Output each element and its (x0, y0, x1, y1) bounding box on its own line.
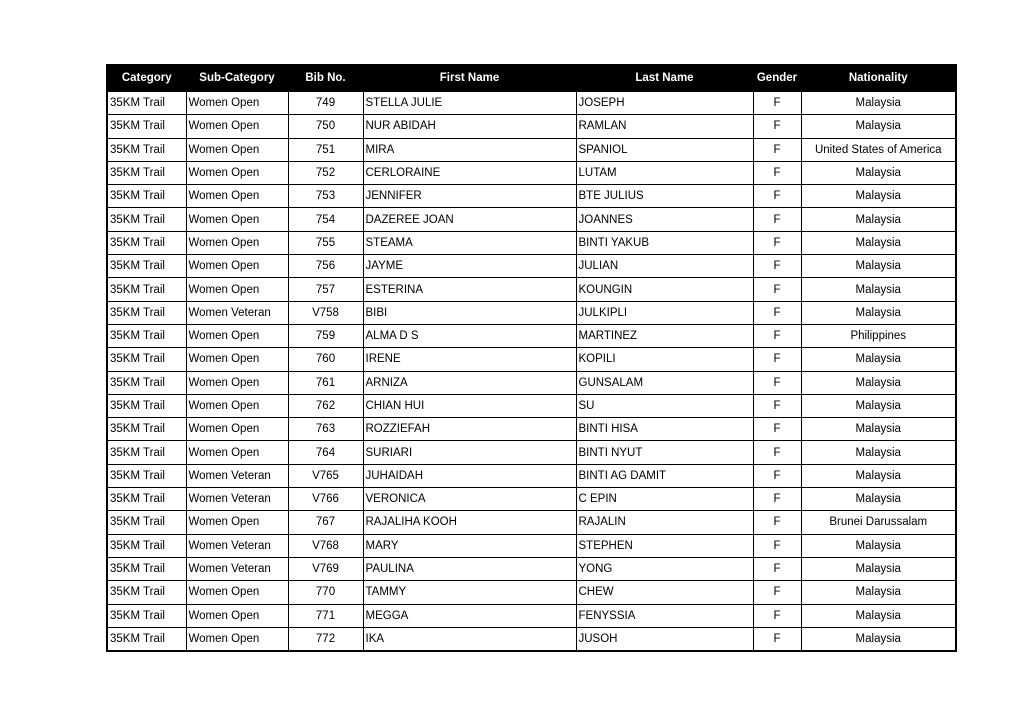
cell-nationality: United States of America (801, 138, 956, 161)
cell-category: 35KM Trail (107, 534, 186, 557)
header-first-name: First Name (363, 65, 576, 91)
cell-last-name: BTE JULIUS (576, 185, 753, 208)
cell-category: 35KM Trail (107, 115, 186, 138)
cell-sub-category: Women Open (186, 441, 288, 464)
cell-gender: F (753, 91, 801, 115)
cell-last-name: RAJALIN (576, 511, 753, 534)
cell-last-name: JUSOH (576, 627, 753, 651)
cell-bib-no: 771 (288, 604, 363, 627)
cell-nationality: Malaysia (801, 394, 956, 417)
table-row (107, 185, 956, 208)
table-row (107, 324, 956, 347)
cell-nationality: Malaysia (801, 255, 956, 278)
cell-nationality: Malaysia (801, 627, 956, 651)
cell-sub-category: Women Veteran (186, 488, 288, 511)
cell-first-name: BIBI (363, 301, 576, 324)
cell-last-name: SU (576, 394, 753, 417)
cell-category: 35KM Trail (107, 581, 186, 604)
cell-first-name: JENNIFER (363, 185, 576, 208)
cell-last-name: SPANIOL (576, 138, 753, 161)
cell-bib-no: 762 (288, 394, 363, 417)
cell-bib-no: 755 (288, 231, 363, 254)
cell-first-name: SURIARI (363, 441, 576, 464)
cell-last-name: BINTI NYUT (576, 441, 753, 464)
cell-category: 35KM Trail (107, 418, 186, 441)
cell-nationality: Malaysia (801, 185, 956, 208)
table-row (107, 138, 956, 161)
cell-last-name: LUTAM (576, 161, 753, 184)
cell-last-name: JOANNES (576, 208, 753, 231)
cell-bib-no: 767 (288, 511, 363, 534)
cell-first-name: MIRA (363, 138, 576, 161)
cell-category: 35KM Trail (107, 231, 186, 254)
cell-nationality: Brunei Darussalam (801, 511, 956, 534)
cell-category: 35KM Trail (107, 394, 186, 417)
cell-bib-no: 756 (288, 255, 363, 278)
cell-nationality: Philippines (801, 324, 956, 347)
cell-gender: F (753, 115, 801, 138)
cell-category: 35KM Trail (107, 348, 186, 371)
cell-first-name: IRENE (363, 348, 576, 371)
cell-sub-category: Women Open (186, 371, 288, 394)
cell-nationality: Malaysia (801, 231, 956, 254)
cell-first-name: NUR ABIDAH (363, 115, 576, 138)
cell-category: 35KM Trail (107, 324, 186, 347)
cell-sub-category: Women Veteran (186, 534, 288, 557)
cell-bib-no: 772 (288, 627, 363, 651)
cell-category: 35KM Trail (107, 604, 186, 627)
cell-last-name: STEPHEN (576, 534, 753, 557)
cell-gender: F (753, 348, 801, 371)
cell-category: 35KM Trail (107, 488, 186, 511)
cell-bib-no: 752 (288, 161, 363, 184)
cell-nationality: Malaysia (801, 208, 956, 231)
cell-first-name: PAULINA (363, 557, 576, 580)
cell-first-name: JUHAIDAH (363, 464, 576, 487)
cell-sub-category: Women Open (186, 91, 288, 115)
table-row (107, 557, 956, 580)
cell-first-name: STELLA JULIE (363, 91, 576, 115)
table-header-row (107, 65, 956, 91)
table-row (107, 604, 956, 627)
cell-nationality: Malaysia (801, 161, 956, 184)
cell-last-name: YONG (576, 557, 753, 580)
cell-last-name: CHEW (576, 581, 753, 604)
cell-gender: F (753, 581, 801, 604)
cell-gender: F (753, 604, 801, 627)
header-gender: Gender (753, 65, 801, 91)
cell-last-name: JULKIPLI (576, 301, 753, 324)
table-row (107, 231, 956, 254)
header-sub-category: Sub-Category (186, 65, 288, 91)
cell-gender: F (753, 278, 801, 301)
cell-first-name: STEAMA (363, 231, 576, 254)
cell-category: 35KM Trail (107, 627, 186, 651)
cell-gender: F (753, 138, 801, 161)
cell-sub-category: Women Open (186, 278, 288, 301)
cell-bib-no: V766 (288, 488, 363, 511)
table-row (107, 91, 956, 115)
cell-bib-no: V769 (288, 557, 363, 580)
cell-category: 35KM Trail (107, 138, 186, 161)
cell-gender: F (753, 301, 801, 324)
table-row (107, 394, 956, 417)
cell-nationality: Malaysia (801, 534, 956, 557)
cell-bib-no: V765 (288, 464, 363, 487)
cell-category: 35KM Trail (107, 278, 186, 301)
cell-sub-category: Women Veteran (186, 557, 288, 580)
table-row (107, 301, 956, 324)
cell-category: 35KM Trail (107, 464, 186, 487)
cell-first-name: MEGGA (363, 604, 576, 627)
cell-category: 35KM Trail (107, 371, 186, 394)
cell-nationality: Malaysia (801, 115, 956, 138)
cell-sub-category: Women Open (186, 255, 288, 278)
cell-bib-no: 753 (288, 185, 363, 208)
cell-gender: F (753, 161, 801, 184)
cell-nationality: Malaysia (801, 604, 956, 627)
table-row (107, 581, 956, 604)
cell-first-name: RAJALIHA KOOH (363, 511, 576, 534)
cell-bib-no: V758 (288, 301, 363, 324)
cell-last-name: C EPIN (576, 488, 753, 511)
cell-category: 35KM Trail (107, 91, 186, 115)
cell-sub-category: Women Open (186, 231, 288, 254)
table-row (107, 278, 956, 301)
cell-first-name: CHIAN HUI (363, 394, 576, 417)
cell-sub-category: Women Open (186, 394, 288, 417)
cell-bib-no: 764 (288, 441, 363, 464)
cell-sub-category: Women Open (186, 161, 288, 184)
cell-last-name: KOUNGIN (576, 278, 753, 301)
cell-first-name: DAZEREE JOAN (363, 208, 576, 231)
cell-first-name: IKA (363, 627, 576, 651)
cell-bib-no: 754 (288, 208, 363, 231)
cell-nationality: Malaysia (801, 441, 956, 464)
cell-gender: F (753, 441, 801, 464)
cell-nationality: Malaysia (801, 278, 956, 301)
cell-sub-category: Women Open (186, 511, 288, 534)
cell-category: 35KM Trail (107, 208, 186, 231)
cell-sub-category: Women Open (186, 604, 288, 627)
cell-category: 35KM Trail (107, 557, 186, 580)
cell-gender: F (753, 394, 801, 417)
table-row (107, 464, 956, 487)
cell-gender: F (753, 185, 801, 208)
cell-nationality: Malaysia (801, 488, 956, 511)
cell-first-name: ESTERINA (363, 278, 576, 301)
cell-nationality: Malaysia (801, 371, 956, 394)
cell-sub-category: Women Open (186, 208, 288, 231)
cell-nationality: Malaysia (801, 581, 956, 604)
cell-last-name: JULIAN (576, 255, 753, 278)
cell-first-name: MARY (363, 534, 576, 557)
cell-category: 35KM Trail (107, 161, 186, 184)
cell-gender: F (753, 534, 801, 557)
cell-bib-no: 757 (288, 278, 363, 301)
header-nationality: Nationality (801, 65, 956, 91)
cell-category: 35KM Trail (107, 301, 186, 324)
cell-sub-category: Women Open (186, 115, 288, 138)
cell-gender: F (753, 488, 801, 511)
cell-bib-no: V768 (288, 534, 363, 557)
cell-first-name: JAYME (363, 255, 576, 278)
table-row (107, 348, 956, 371)
cell-last-name: MARTINEZ (576, 324, 753, 347)
cell-last-name: BINTI AG DAMIT (576, 464, 753, 487)
cell-gender: F (753, 208, 801, 231)
table-row (107, 161, 956, 184)
cell-last-name: BINTI HISA (576, 418, 753, 441)
cell-nationality: Malaysia (801, 464, 956, 487)
cell-sub-category: Women Veteran (186, 301, 288, 324)
cell-last-name: FENYSSIA (576, 604, 753, 627)
cell-bib-no: 760 (288, 348, 363, 371)
table-row (107, 371, 956, 394)
cell-last-name: RAMLAN (576, 115, 753, 138)
cell-gender: F (753, 371, 801, 394)
cell-first-name: CERLORAINE (363, 161, 576, 184)
table-row (107, 627, 956, 651)
cell-gender: F (753, 627, 801, 651)
table-row (107, 488, 956, 511)
cell-category: 35KM Trail (107, 441, 186, 464)
cell-category: 35KM Trail (107, 255, 186, 278)
cell-sub-category: Women Open (186, 627, 288, 651)
cell-gender: F (753, 255, 801, 278)
cell-last-name: GUNSALAM (576, 371, 753, 394)
cell-sub-category: Women Open (186, 581, 288, 604)
table-row (107, 255, 956, 278)
cell-last-name: JOSEPH (576, 91, 753, 115)
cell-last-name: KOPILI (576, 348, 753, 371)
cell-bib-no: 770 (288, 581, 363, 604)
cell-first-name: TAMMY (363, 581, 576, 604)
cell-nationality: Malaysia (801, 348, 956, 371)
header-bib-no: Bib No. (288, 65, 363, 91)
cell-bib-no: 759 (288, 324, 363, 347)
table-row (107, 511, 956, 534)
cell-first-name: ROZZIEFAH (363, 418, 576, 441)
cell-last-name: BINTI YAKUB (576, 231, 753, 254)
header-last-name: Last Name (576, 65, 753, 91)
participant-list-sheet (106, 64, 955, 652)
cell-bib-no: 750 (288, 115, 363, 138)
cell-first-name: VERONICA (363, 488, 576, 511)
participant-table (106, 64, 957, 652)
cell-gender: F (753, 231, 801, 254)
cell-nationality: Malaysia (801, 557, 956, 580)
cell-gender: F (753, 557, 801, 580)
cell-first-name: ALMA D S (363, 324, 576, 347)
table-row (107, 441, 956, 464)
cell-first-name: ARNIZA (363, 371, 576, 394)
cell-bib-no: 751 (288, 138, 363, 161)
cell-gender: F (753, 418, 801, 441)
cell-gender: F (753, 464, 801, 487)
header-category: Category (107, 65, 186, 91)
cell-sub-category: Women Open (186, 185, 288, 208)
table-row (107, 115, 956, 138)
cell-sub-category: Women Veteran (186, 464, 288, 487)
cell-sub-category: Women Open (186, 324, 288, 347)
table-body (107, 91, 956, 651)
cell-category: 35KM Trail (107, 185, 186, 208)
cell-category: 35KM Trail (107, 511, 186, 534)
cell-sub-category: Women Open (186, 348, 288, 371)
cell-nationality: Malaysia (801, 301, 956, 324)
cell-bib-no: 749 (288, 91, 363, 115)
cell-nationality: Malaysia (801, 418, 956, 441)
cell-bib-no: 761 (288, 371, 363, 394)
table-row (107, 418, 956, 441)
table-row (107, 534, 956, 557)
cell-gender: F (753, 511, 801, 534)
cell-sub-category: Women Open (186, 418, 288, 441)
cell-nationality: Malaysia (801, 91, 956, 115)
cell-gender: F (753, 324, 801, 347)
table-row (107, 208, 956, 231)
cell-sub-category: Women Open (186, 138, 288, 161)
cell-bib-no: 763 (288, 418, 363, 441)
